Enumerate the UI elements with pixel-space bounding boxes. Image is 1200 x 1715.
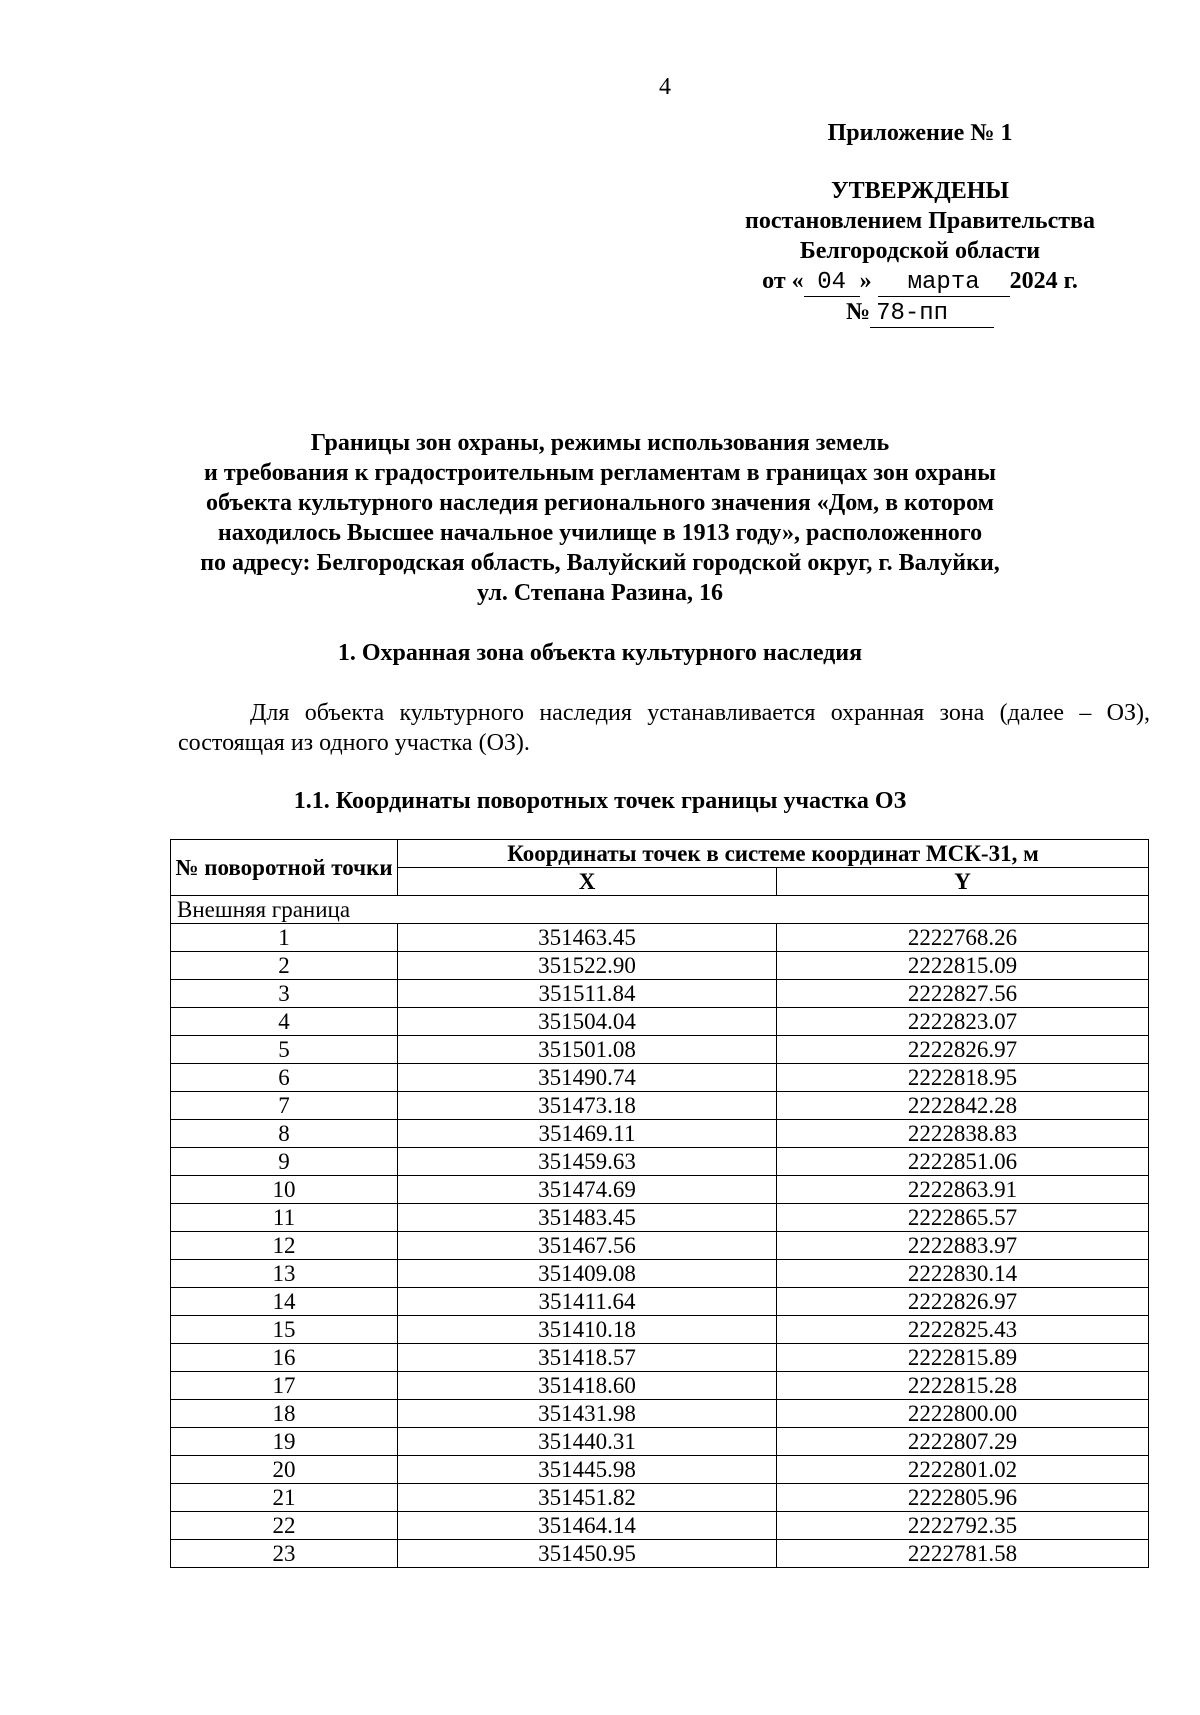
table-body xyxy=(171,896,1149,1568)
x-cell: 351469.11 xyxy=(398,1120,777,1148)
table-row xyxy=(171,1064,1149,1092)
table-row xyxy=(171,1148,1149,1176)
date-month: марта xyxy=(878,270,1010,297)
y-cell: 2222807.29 xyxy=(777,1428,1149,1456)
point-number-cell: 8 xyxy=(171,1120,398,1148)
table-row xyxy=(171,1008,1149,1036)
table-row xyxy=(171,924,1149,952)
point-number-cell: 23 xyxy=(171,1540,398,1568)
table-row xyxy=(171,1260,1149,1288)
y-cell: 2222838.83 xyxy=(777,1120,1149,1148)
table-row xyxy=(171,1232,1149,1260)
x-cell: 351450.95 xyxy=(398,1540,777,1568)
subsection-title: 1.1. Координаты поворотных точек границы участка ОЗ xyxy=(293,788,907,814)
point-number-cell: 19 xyxy=(171,1428,398,1456)
title-line: Границы зон охраны, режимы использования земель xyxy=(310,430,890,456)
y-cell: 2222865.57 xyxy=(777,1204,1149,1232)
coordinates-table xyxy=(170,839,1149,1568)
approval-number xyxy=(720,297,1120,328)
point-number-cell: 3 xyxy=(171,980,398,1008)
x-cell: 351418.57 xyxy=(398,1344,777,1372)
point-number-cell: 1 xyxy=(171,924,398,952)
x-cell: 351451.82 xyxy=(398,1484,777,1512)
y-cell: 2222851.06 xyxy=(777,1148,1149,1176)
x-cell: 351464.14 xyxy=(398,1512,777,1540)
x-cell: 351504.04 xyxy=(398,1008,777,1036)
y-cell: 2222825.43 xyxy=(777,1316,1149,1344)
header-point-number: № поворотной точки xyxy=(171,840,398,896)
x-cell: 351459.63 xyxy=(398,1148,777,1176)
number-value: 78-пп xyxy=(870,301,994,328)
table-row xyxy=(171,1372,1149,1400)
approved-label: УТВЕРЖДЕНЫ xyxy=(831,178,1009,204)
y-cell: 2222800.00 xyxy=(777,1400,1149,1428)
x-cell: 351463.45 xyxy=(398,924,777,952)
y-cell: 2222826.97 xyxy=(777,1288,1149,1316)
approval-line-1: постановлением Правительства xyxy=(744,208,1095,234)
document-title xyxy=(130,428,1070,608)
y-cell: 2222826.97 xyxy=(777,1036,1149,1064)
x-cell: 351511.84 xyxy=(398,980,777,1008)
title-line: и требования к градостроительным регламентам в границах зон охраны xyxy=(204,460,996,486)
table-row xyxy=(171,1204,1149,1232)
table-row xyxy=(171,1288,1149,1316)
number-prefix: № xyxy=(845,299,871,325)
x-cell: 351474.69 xyxy=(398,1176,777,1204)
y-cell: 2222830.14 xyxy=(777,1260,1149,1288)
x-cell: 351490.74 xyxy=(398,1064,777,1092)
header-coordinates: Координаты точек в системе координат МСК-31, м xyxy=(398,840,1149,868)
y-cell: 2222768.26 xyxy=(777,924,1149,952)
point-number-cell: 16 xyxy=(171,1344,398,1372)
x-cell: 351483.45 xyxy=(398,1204,777,1232)
appendix-label: Приложение № 1 xyxy=(827,120,1013,146)
title-line: объекта культурного наследия регионального значения «Дом, в котором xyxy=(206,490,994,516)
x-cell: 351467.56 xyxy=(398,1232,777,1260)
point-number-cell: 21 xyxy=(171,1484,398,1512)
y-cell: 2222792.35 xyxy=(777,1512,1149,1540)
point-number-cell: 9 xyxy=(171,1148,398,1176)
table-row xyxy=(171,1036,1149,1064)
table-row xyxy=(171,1428,1149,1456)
header-x: X xyxy=(398,868,777,896)
point-number-cell: 12 xyxy=(171,1232,398,1260)
y-cell: 2222815.09 xyxy=(777,952,1149,980)
y-cell: 2222883.97 xyxy=(777,1232,1149,1260)
y-cell: 2222781.58 xyxy=(777,1540,1149,1568)
point-number-cell: 22 xyxy=(171,1512,398,1540)
point-number-cell: 6 xyxy=(171,1064,398,1092)
point-number-cell: 11 xyxy=(171,1204,398,1232)
y-cell: 2222842.28 xyxy=(777,1092,1149,1120)
approval-block xyxy=(720,118,1120,328)
date-day: 04 xyxy=(804,270,860,297)
point-number-cell: 15 xyxy=(171,1316,398,1344)
table-row xyxy=(171,1400,1149,1428)
point-number-cell: 5 xyxy=(171,1036,398,1064)
header-y: Y xyxy=(777,868,1149,896)
table-row xyxy=(171,1176,1149,1204)
table-row xyxy=(171,1484,1149,1512)
x-cell: 351410.18 xyxy=(398,1316,777,1344)
y-cell: 2222827.56 xyxy=(777,980,1149,1008)
y-cell: 2222815.28 xyxy=(777,1372,1149,1400)
x-cell: 351411.64 xyxy=(398,1288,777,1316)
section-title: 1. Охранная зона объекта культурного наследия xyxy=(337,640,863,666)
point-number-cell: 7 xyxy=(171,1092,398,1120)
y-cell: 2222801.02 xyxy=(777,1456,1149,1484)
x-cell: 351418.60 xyxy=(398,1372,777,1400)
section-row-label: Внешняя граница xyxy=(171,896,1149,924)
point-number-cell: 20 xyxy=(171,1456,398,1484)
table-row xyxy=(171,1316,1149,1344)
paragraph-text: Для объекта культурного наследия устанавливается охранная зона (далее – ОЗ), состоящая из одного участка (ОЗ). xyxy=(178,700,1150,756)
x-cell: 351445.98 xyxy=(398,1456,777,1484)
x-cell: 351409.08 xyxy=(398,1260,777,1288)
y-cell: 2222815.89 xyxy=(777,1344,1149,1372)
y-cell: 2222823.07 xyxy=(777,1008,1149,1036)
date-mid: » xyxy=(859,268,872,294)
date-year: 2024 г. xyxy=(1009,268,1078,294)
x-cell: 351440.31 xyxy=(398,1428,777,1456)
x-cell: 351431.98 xyxy=(398,1400,777,1428)
point-number-cell: 10 xyxy=(171,1176,398,1204)
point-number-cell: 17 xyxy=(171,1372,398,1400)
paragraph xyxy=(178,698,1150,758)
table-row xyxy=(171,1540,1149,1568)
point-number-cell: 4 xyxy=(171,1008,398,1036)
y-cell: 2222863.91 xyxy=(777,1176,1149,1204)
table-row xyxy=(171,1344,1149,1372)
table-row xyxy=(171,1120,1149,1148)
table-row xyxy=(171,952,1149,980)
x-cell: 351501.08 xyxy=(398,1036,777,1064)
point-number-cell: 14 xyxy=(171,1288,398,1316)
x-cell: 351522.90 xyxy=(398,952,777,980)
x-cell: 351473.18 xyxy=(398,1092,777,1120)
table-row xyxy=(171,1092,1149,1120)
point-number-cell: 2 xyxy=(171,952,398,980)
y-cell: 2222805.96 xyxy=(777,1484,1149,1512)
table-row xyxy=(171,1456,1149,1484)
point-number-cell: 13 xyxy=(171,1260,398,1288)
y-cell: 2222818.95 xyxy=(777,1064,1149,1092)
table-row xyxy=(171,1512,1149,1540)
approval-date xyxy=(720,266,1120,297)
title-line: ул. Степана Разина, 16 xyxy=(477,580,723,606)
title-line: по адресу: Белгородская область, Валуйский городской округ, г. Валуйки, xyxy=(200,550,1000,576)
title-line: находилось Высшее начальное училище в 1913 году», расположенного xyxy=(217,520,983,546)
table-row xyxy=(171,980,1149,1008)
approval-line-2: Белгородской области xyxy=(799,238,1041,264)
date-prefix: от « xyxy=(762,268,804,294)
page-number: 4 xyxy=(659,74,671,100)
point-number-cell: 18 xyxy=(171,1400,398,1428)
